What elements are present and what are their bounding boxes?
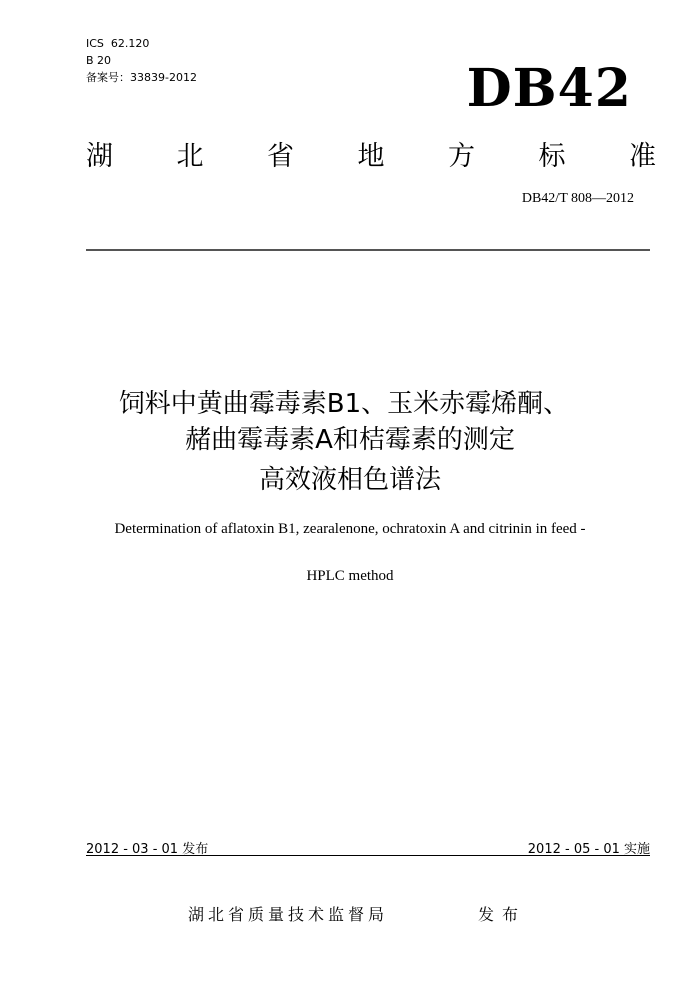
chinese-title-line-3: 高效液相色谱法 bbox=[258, 465, 441, 495]
standard-number: DB42/T 808—2012 bbox=[521, 191, 634, 206]
issuing-authority: 湖北省质量技术监督局 bbox=[188, 905, 389, 924]
implementation-date: 2012 - 05 - 01 实施 bbox=[527, 842, 650, 857]
standard-type-char: 北 bbox=[176, 141, 204, 172]
filing-number: 备案号：33839-2012 bbox=[86, 71, 197, 84]
ics-code: ICS 62.120 bbox=[86, 37, 150, 50]
chinese-title-line-1: 饲料中黄曲霉毒素B1、玉米赤霉烯酮、 bbox=[118, 389, 570, 419]
english-title-line-2: HPLC method bbox=[306, 568, 394, 584]
standard-type-char: 湖 bbox=[86, 141, 113, 172]
standard-type-char: 省 bbox=[267, 141, 294, 172]
top-divider bbox=[86, 249, 650, 251]
standard-type-char: 地 bbox=[357, 141, 385, 172]
chinese-title-line-2: 赭曲霉毒素A和桔霉素的测定 bbox=[185, 425, 515, 455]
publish-date: 2012 - 03 - 01 发布 bbox=[86, 842, 209, 857]
english-title-line-1: Determination of aflatoxin B1, zearalenone, ochratoxin A and citrinin in feed - bbox=[114, 521, 586, 537]
standard-logo: DB42 bbox=[466, 58, 632, 119]
standard-type-char: 准 bbox=[629, 141, 656, 172]
classification-code: B 20 bbox=[86, 54, 112, 67]
standard-type-char: 标 bbox=[538, 141, 566, 172]
issue-label: 发布 bbox=[478, 905, 527, 924]
standard-type-heading bbox=[86, 134, 656, 173]
bottom-divider bbox=[86, 855, 650, 856]
standard-type-char: 方 bbox=[448, 141, 475, 172]
